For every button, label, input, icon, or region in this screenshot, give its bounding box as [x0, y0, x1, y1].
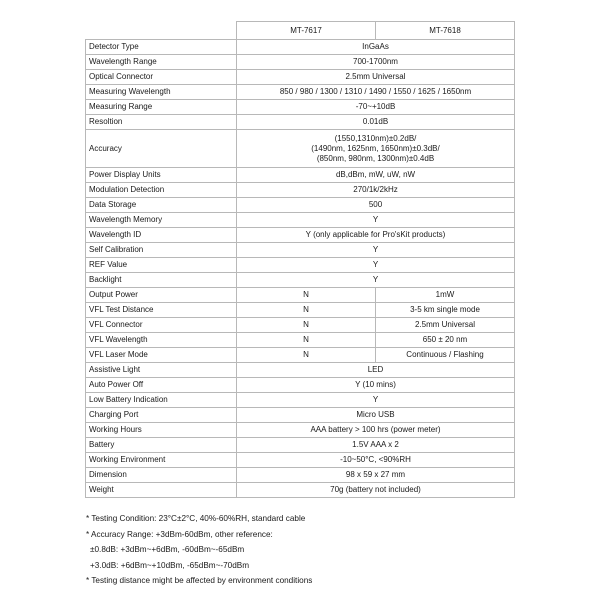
table-row [86, 468, 515, 483]
row-value: -10~50°C, <90%RH [237, 453, 515, 468]
row-label: Accuracy [86, 130, 237, 168]
row-label: Data Storage [86, 198, 237, 213]
model-a-header: MT-7617 [237, 22, 376, 40]
row-label: Measuring Range [86, 100, 237, 115]
row-label: VFL Laser Mode [86, 348, 237, 363]
accuracy-value [237, 130, 515, 168]
table-row [86, 333, 515, 348]
note-testing-condition: * Testing Condition: 23°C±2°C, 40%-60%RH, standard cable [86, 514, 306, 523]
accuracy-line: (850nm, 980nm, 1300nm)±0.4dB [316, 153, 435, 163]
table-row [86, 100, 515, 115]
row-value: Micro USB [237, 408, 515, 423]
table-row [86, 423, 515, 438]
model-a-value: N [237, 303, 376, 318]
row-label: Wavelength ID [86, 228, 237, 243]
row-label: Auto Power Off [86, 378, 237, 393]
table-row [86, 258, 515, 273]
model-a-value: N [237, 348, 376, 363]
row-label: VFL Connector [86, 318, 237, 333]
table-row [86, 168, 515, 183]
row-label: Power Display Units [86, 168, 237, 183]
row-value: 1.5V AAA x 2 [237, 438, 515, 453]
table-row [86, 130, 515, 168]
spec-sheet [85, 21, 514, 498]
row-label: Wavelength Range [86, 55, 237, 70]
note-testing-distance: * Testing distance might be affected by environment conditions [86, 576, 313, 585]
row-value: Y [237, 258, 515, 273]
row-value: Y [237, 393, 515, 408]
row-label: Backlight [86, 273, 237, 288]
table-row [86, 243, 515, 258]
table-row [86, 288, 515, 303]
table-row [86, 55, 515, 70]
table-row [86, 183, 515, 198]
row-label: Charging Port [86, 408, 237, 423]
row-label: Low Battery Indication [86, 393, 237, 408]
header-blank-cell [86, 22, 237, 40]
model-a-value: N [237, 288, 376, 303]
accuracy-line: (1550,1310nm)±0.2dB/ [334, 133, 417, 143]
model-b-value: 3-5 km single mode [376, 303, 515, 318]
row-label: Dimension [86, 468, 237, 483]
table-row [86, 318, 515, 333]
row-label: Self Calibration [86, 243, 237, 258]
table-row [86, 363, 515, 378]
table-row [86, 408, 515, 423]
row-label: Battery [86, 438, 237, 453]
row-label: VFL Wavelength [86, 333, 237, 348]
table-row [86, 348, 515, 363]
row-label: Working Hours [86, 423, 237, 438]
table-row [86, 70, 515, 85]
model-a-value: N [237, 318, 376, 333]
note-accuracy-range: * Accuracy Range: +3dBm-60dBm, other reference: [86, 529, 273, 539]
row-value: Y (10 mins) [237, 378, 515, 393]
table-row [86, 115, 515, 130]
table-row [86, 273, 515, 288]
row-label: Optical Connector [86, 70, 237, 85]
row-label: REF Value [86, 258, 237, 273]
row-value: -70~+10dB [237, 100, 515, 115]
row-value: 70g (battery not included) [237, 483, 515, 498]
table-row [86, 198, 515, 213]
row-value: 850 / 980 / 1300 / 1310 / 1490 / 1550 / 1625 / 1650nm [237, 85, 515, 100]
footnotes [86, 511, 526, 589]
spec-table [85, 21, 515, 498]
table-row [86, 438, 515, 453]
row-value: 700-1700nm [237, 55, 515, 70]
row-value: dB,dBm, mW, uW, nW [237, 168, 515, 183]
note-reference-30: +3.0dB: +6dBm~+10dBm, -65dBm~-70dBm [90, 560, 250, 570]
table-row [86, 85, 515, 100]
row-value: Y (only applicable for Pro'sKit products) [237, 228, 515, 243]
table-row [86, 303, 515, 318]
row-label: Detector Type [86, 40, 237, 55]
row-label: Modulation Detection [86, 183, 237, 198]
row-label: Assistive Light [86, 363, 237, 378]
model-b-value: Continuous / Flashing [376, 348, 515, 363]
table-row [86, 378, 515, 393]
row-value: Y [237, 273, 515, 288]
accuracy-line: (1490nm, 1625nm, 1650nm)±0.3dB/ [311, 143, 440, 153]
row-label: Output Power [86, 288, 237, 303]
model-b-value: 2.5mm Universal [376, 318, 515, 333]
row-value: AAA battery > 100 hrs (power meter) [237, 423, 515, 438]
row-value: 0.01dB [237, 115, 515, 130]
table-row [86, 393, 515, 408]
row-value: Y [237, 213, 515, 228]
model-b-header: MT-7618 [376, 22, 515, 40]
row-label: VFL Test Distance [86, 303, 237, 318]
row-label: Resoltion [86, 115, 237, 130]
row-value: 2.5mm Universal [237, 70, 515, 85]
row-value: 270/1k/2kHz [237, 183, 515, 198]
row-value: 98 x 59 x 27 mm [237, 468, 515, 483]
row-value: InGaAs [237, 40, 515, 55]
note-reference-08: ±0.8dB: +3dBm~+6dBm, -60dBm~-65dBm [90, 545, 245, 554]
row-value: 500 [237, 198, 515, 213]
table-header-row [86, 22, 515, 40]
row-label: Measuring Wavelength [86, 85, 237, 100]
table-row [86, 453, 515, 468]
table-row [86, 213, 515, 228]
row-label: Wavelength Memory [86, 213, 237, 228]
table-row [86, 483, 515, 498]
table-row [86, 40, 515, 55]
row-label: Weight [86, 483, 237, 498]
model-b-value: 1mW [376, 288, 515, 303]
row-value: Y [237, 243, 515, 258]
model-a-value: N [237, 333, 376, 348]
row-value: LED [237, 363, 515, 378]
row-label: Working Environment [86, 453, 237, 468]
table-row [86, 228, 515, 243]
model-b-value: 650 ± 20 nm [376, 333, 515, 348]
